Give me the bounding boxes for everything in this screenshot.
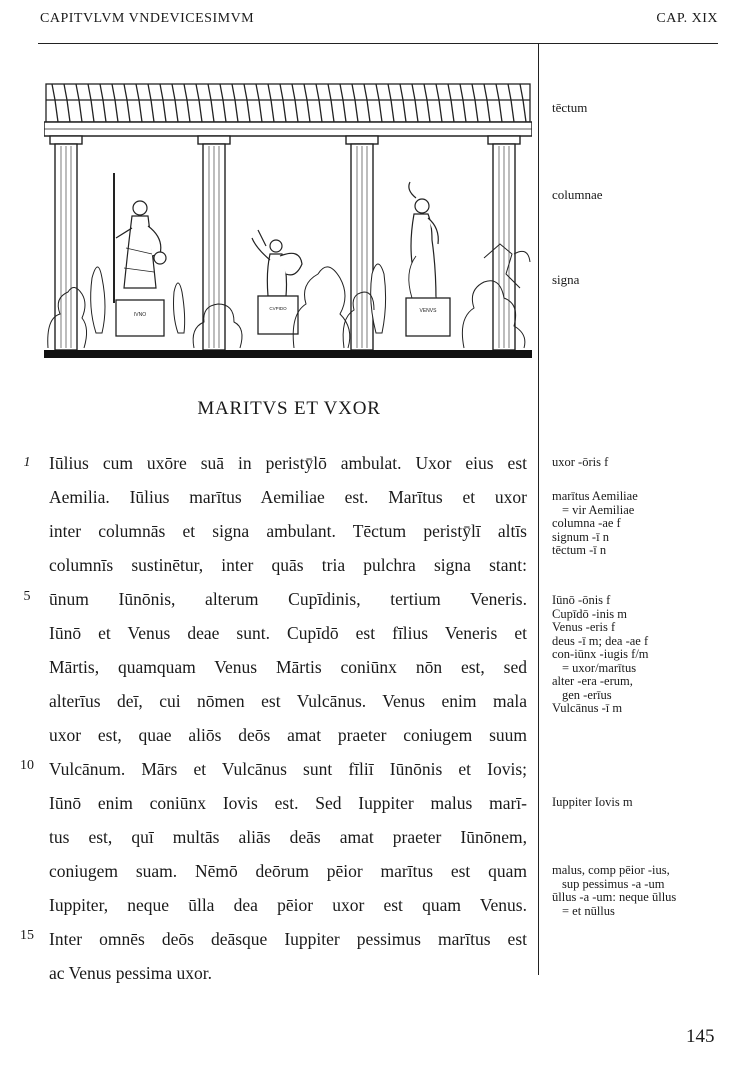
text-line: coniugem suam. Nēmō deōrum pēior marītus est quam xyxy=(49,861,527,881)
gloss-entry: tēctum -ī n xyxy=(552,543,607,557)
gloss-entry: signum -ī n xyxy=(552,529,609,544)
text-line: Inter omnēs deōs deāsque Iuppiter pessimus marītus est xyxy=(49,929,527,949)
line-number-1: 1 xyxy=(23,455,31,470)
gloss-entry: = vir Aemiliae xyxy=(562,502,635,517)
label-tectum: tēctum xyxy=(552,100,588,115)
gloss-entry: alter -era -erum, xyxy=(552,674,633,688)
line-number-5: 5 xyxy=(23,589,31,604)
gloss-entry: malus, comp pēior -ius, xyxy=(552,863,670,877)
pedestal-venus xyxy=(406,298,450,336)
text-line: Iūlius cum uxōre suā in peristȳlō ambulat. Uxor eius est xyxy=(49,453,527,473)
gloss-entry: sup pessimus -a -um xyxy=(562,876,665,891)
gloss-block-iuno xyxy=(552,594,649,716)
ground-line xyxy=(44,350,532,358)
gloss-entry: ūllus -a -um: neque ūllus xyxy=(552,890,677,904)
gloss-block-iuppiter xyxy=(552,796,633,810)
gloss-entry: deus -ī m; dea -ae f xyxy=(552,633,649,648)
text-line: uxor est, quae aliōs deōs amat praeter coniugem suum xyxy=(49,725,527,745)
pedestal-juno xyxy=(116,300,164,336)
page-number: 145 xyxy=(686,1026,715,1047)
gloss-block-malus xyxy=(552,864,676,918)
text-line: Iuppiter, neque ūlla dea pēior uxor est quam Venus. xyxy=(49,895,527,915)
text-line: Iūnō et Venus deae sunt. Cupīdō est fīlius Veneris et xyxy=(49,623,527,643)
text-line: Aemilia. Iūlius marītus Aemiliae est. Marītus et uxor xyxy=(49,487,527,507)
margin-tick xyxy=(688,43,718,44)
running-header-cap: CAP. XIX xyxy=(656,11,718,26)
label-signa: signa xyxy=(552,272,580,287)
gloss-entry: marītus Aemiliae xyxy=(552,489,638,503)
gloss-entry: = et nūllus xyxy=(562,903,615,918)
header-rule xyxy=(38,43,717,44)
text-line: alterīus deī, cui nōmen est Vulcānus. Venus enim mala xyxy=(49,691,527,711)
line-number-10: 10 xyxy=(20,758,34,773)
gloss-entry: columna -ae f xyxy=(552,516,621,530)
pedestal-label-cupid: CVPIDO xyxy=(269,306,287,311)
statue-juno xyxy=(114,173,166,303)
gloss-entry: Vulcānus -ī m xyxy=(552,701,623,715)
gloss-entry: Cupīdō -inis m xyxy=(552,606,628,621)
text-line: Iūnō enim coniūnx Iovis est. Sed Iuppiter malus marī- xyxy=(49,793,527,813)
text-line: columnīs sustinētur, inter quās tria pulchra signa stant: xyxy=(49,555,527,575)
gloss-block-maritus xyxy=(552,490,638,558)
statue-cupid xyxy=(252,230,302,296)
gloss-entry: Venus -eris f xyxy=(552,620,616,634)
gloss-entry: Iūnō -ōnis f xyxy=(552,593,611,607)
gloss-block-uxor xyxy=(552,456,608,470)
gloss-entry: = uxor/marītus xyxy=(562,660,637,675)
text-line: ūnum Iūnōnis, alterum Cupīdinis, tertium Veneris. xyxy=(49,589,527,609)
text-line: tus est, quī multās aliās deās amat praeter Iūnōnem, xyxy=(49,827,527,847)
text-line: Mārtis, quamquam Venus Mārtis coniūnx nōn est, sed xyxy=(49,657,527,677)
pedestal-label-juno: IVNO xyxy=(133,312,147,318)
gloss-entry: Iuppiter Iovis m xyxy=(552,795,633,809)
running-header-chapter: CAPITVLVM VNDEVICESIMVM xyxy=(40,11,255,26)
text-line: ac Venus pessima uxor. xyxy=(49,963,212,983)
text-line: Vulcānum. Mārs et Vulcānus sunt fīliī Iūnōnis et Iovis; xyxy=(49,759,527,779)
pedestal-cupid xyxy=(258,296,298,334)
line-number-15: 15 xyxy=(20,928,34,943)
statue-venus xyxy=(409,182,438,300)
pedestal-label-venus: VENVS xyxy=(419,308,437,314)
gloss-entry: gen -erīus xyxy=(562,687,612,702)
gloss-entry: con-iūnx -iugis f/m xyxy=(552,647,649,661)
text-line: inter columnās et signa ambulant. Tēctum peristȳlī altīs xyxy=(49,521,527,541)
label-columnae: columnae xyxy=(552,187,603,202)
margin-rule xyxy=(538,43,539,975)
peristyle-illustration xyxy=(44,78,532,360)
gloss-entry: uxor -ōris f xyxy=(552,455,609,469)
chapter-title: MARITVS ET VXOR xyxy=(197,398,381,419)
roof-tiles xyxy=(46,84,530,122)
